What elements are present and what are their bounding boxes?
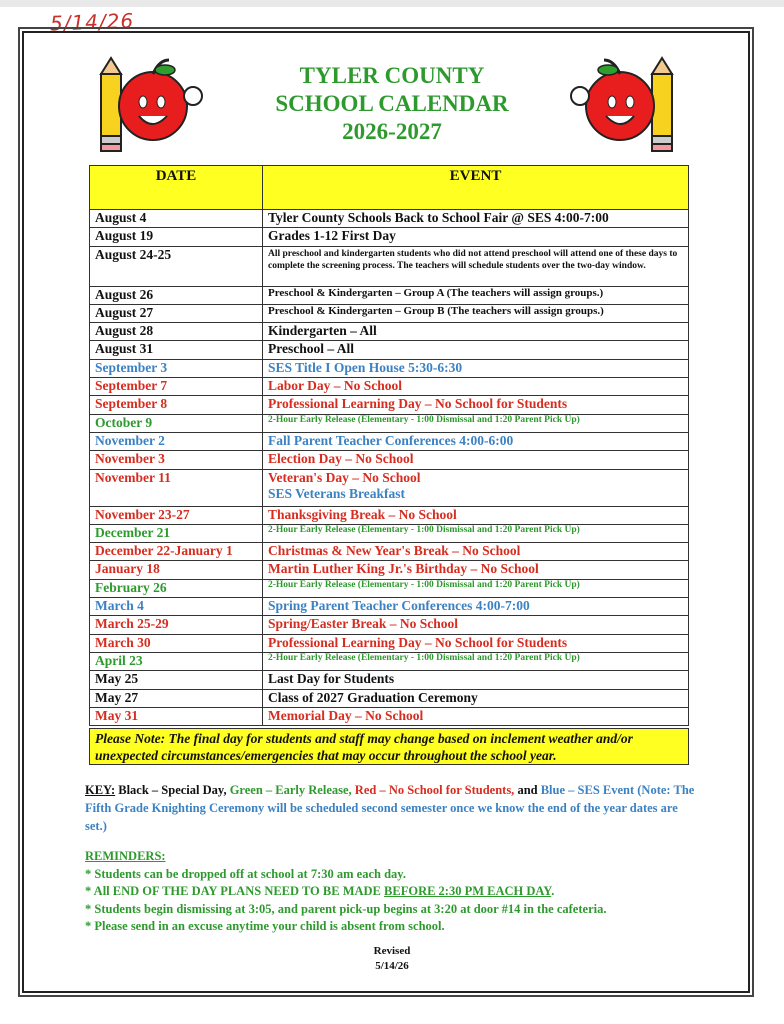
event-cell: Memorial Day – No School [263,707,689,725]
date-cell: August 28 [90,323,263,341]
reminder-text: * All END OF THE DAY PLANS NEED TO BE MADE [85,884,385,898]
event-cell: Preschool – All [263,341,689,359]
date-cell: November 11 [90,469,263,506]
event-cell: Professional Learning Day – No School for Students [263,634,689,652]
revised-note [0,944,784,974]
calendar-body [90,210,689,726]
event-column-header: EVENT [263,166,689,210]
table-row [90,432,689,450]
date-cell: May 25 [90,671,263,689]
reminder-item: * Please send in an excuse anytime your child is absent from school. [85,919,445,933]
date-cell: January 18 [90,561,263,579]
reminder-emphasis: BEFORE 2:30 PM EACH DAY [384,884,552,898]
date-cell: December 21 [90,524,263,542]
event-cell: Kindergarten – All [263,323,689,341]
event-cell: Preschool & Kindergarten – Group A (The teachers will assign groups.) [263,286,689,304]
event-cell: Last Day for Students [263,671,689,689]
title-line-1: TYLER COUNTY [299,63,485,88]
scan-top-edge [0,0,784,7]
title-line-3: 2026-2027 [342,119,442,144]
event-cell: Fall Parent Teacher Conferences 4:00-6:00 [263,432,689,450]
event-cell [263,469,689,506]
event-cell: 2-Hour Early Release (Elementary - 1:00 Dismissal and 1:20 Parent Pick Up) [263,652,689,670]
date-cell: April 23 [90,652,263,670]
date-cell: September 3 [90,359,263,377]
date-cell: October 9 [90,414,263,432]
event-cell: 2-Hour Early Release (Elementary - 1:00 Dismissal and 1:20 Parent Pick Up) [263,414,689,432]
table-row [90,341,689,359]
table-row [90,652,689,670]
table-row [90,616,689,634]
date-cell: March 25-29 [90,616,263,634]
table-header-row [90,166,689,210]
key-red: Red – No School for Students, [354,783,515,797]
event-cell: Preschool & Kindergarten – Group B (The teachers will assign groups.) [263,304,689,322]
event-cell: Tyler County Schools Back to School Fair @ SES 4:00-7:00 [263,210,689,228]
event-cell: Professional Learning Day – No School for Students [263,396,689,414]
revised-date: 5/14/26 [375,960,409,972]
date-cell: November 23-27 [90,506,263,524]
key-black: Black – Special Day, [118,783,227,797]
date-cell: August 31 [90,341,263,359]
event-line: SES Veterans Breakfast [268,485,406,501]
table-row [90,543,689,561]
table-row [90,707,689,725]
please-note: Please Note: The final day for students and staff may change based on inclement weather and/or unexpected circumstances/emergencies that may occur throughout the school year. [89,728,689,765]
reminder-text: . [551,884,555,898]
date-cell: March 30 [90,634,263,652]
date-cell: November 3 [90,451,263,469]
key-label: KEY: [85,783,116,797]
table-row [90,359,689,377]
table-row [90,304,689,322]
date-cell: September 8 [90,396,263,414]
reminder-item [85,883,705,901]
event-cell: Spring Parent Teacher Conferences 4:00-7:00 [263,598,689,616]
reminder-item: * Students begin dismissing at 3:05, and parent pick-up begins at 3:20 at door #14 in the cafeteria. [85,901,607,916]
table-row [90,506,689,524]
date-cell: August 27 [90,304,263,322]
event-cell: SES Title I Open House 5:30-6:30 [263,359,689,377]
date-cell: August 4 [90,210,263,228]
date-cell: August 19 [90,228,263,246]
date-column-header: DATE [90,166,263,210]
reminders-heading: REMINDERS: [85,849,166,863]
revised-label: Revised [373,945,411,957]
title-line-2: SCHOOL CALENDAR [275,91,509,116]
table-row [90,524,689,542]
event-cell: Spring/Easter Break – No School [263,616,689,634]
table-row [90,689,689,707]
event-line: Veteran's Day – No School [268,469,421,485]
calendar-table [89,165,689,726]
event-cell: Christmas & New Year's Break – No School [263,543,689,561]
event-cell: All preschool and kindergarten students who did not attend preschool will attend one of these days to complete the screening process. The teachers will schedule students over the two-day window. [263,246,689,286]
event-cell: Thanksgiving Break – No School [263,506,689,524]
event-cell: Election Day – No School [263,451,689,469]
table-row [90,634,689,652]
date-cell: December 22-January 1 [90,543,263,561]
event-cell: 2-Hour Early Release (Elementary - 1:00 Dismissal and 1:20 Parent Pick Up) [263,579,689,597]
key-green: Green – Early Release, [229,783,352,797]
date-cell: February 26 [90,579,263,597]
date-cell: November 2 [90,432,263,450]
date-cell: March 4 [90,598,263,616]
table-row [90,414,689,432]
key-blue: Blue – SES Event (Note: The Fifth Grade Knighting Ceremony will be scheduled second semester once we know the end of the year dates are set.) [85,783,695,833]
table-row [90,561,689,579]
table-row [90,323,689,341]
table-row [90,579,689,597]
event-cell: Labor Day – No School [263,378,689,396]
key-and: and [517,783,538,797]
reminder-item: * Students can be dropped off at school at 7:30 am each day. [85,866,406,881]
table-row [90,246,689,286]
table-row [90,378,689,396]
color-key [85,781,695,835]
date-cell: May 27 [90,689,263,707]
table-row [90,451,689,469]
event-cell: 2-Hour Early Release (Elementary - 1:00 Dismissal and 1:20 Parent Pick Up) [263,524,689,542]
event-cell: Grades 1-12 First Day [263,228,689,246]
date-cell: May 31 [90,707,263,725]
date-cell: September 7 [90,378,263,396]
event-cell: Class of 2027 Graduation Ceremony [263,689,689,707]
table-row [90,598,689,616]
table-row [90,286,689,304]
table-row [90,469,689,506]
table-row [90,396,689,414]
reminders [85,848,705,936]
table-row [90,228,689,246]
table-row [90,671,689,689]
handwritten-date: 5/14/26 [49,8,135,36]
date-cell: August 24-25 [90,246,263,286]
table-row [90,210,689,228]
event-cell: Martin Luther King Jr.'s Birthday – No School [263,561,689,579]
date-cell: August 26 [90,286,263,304]
